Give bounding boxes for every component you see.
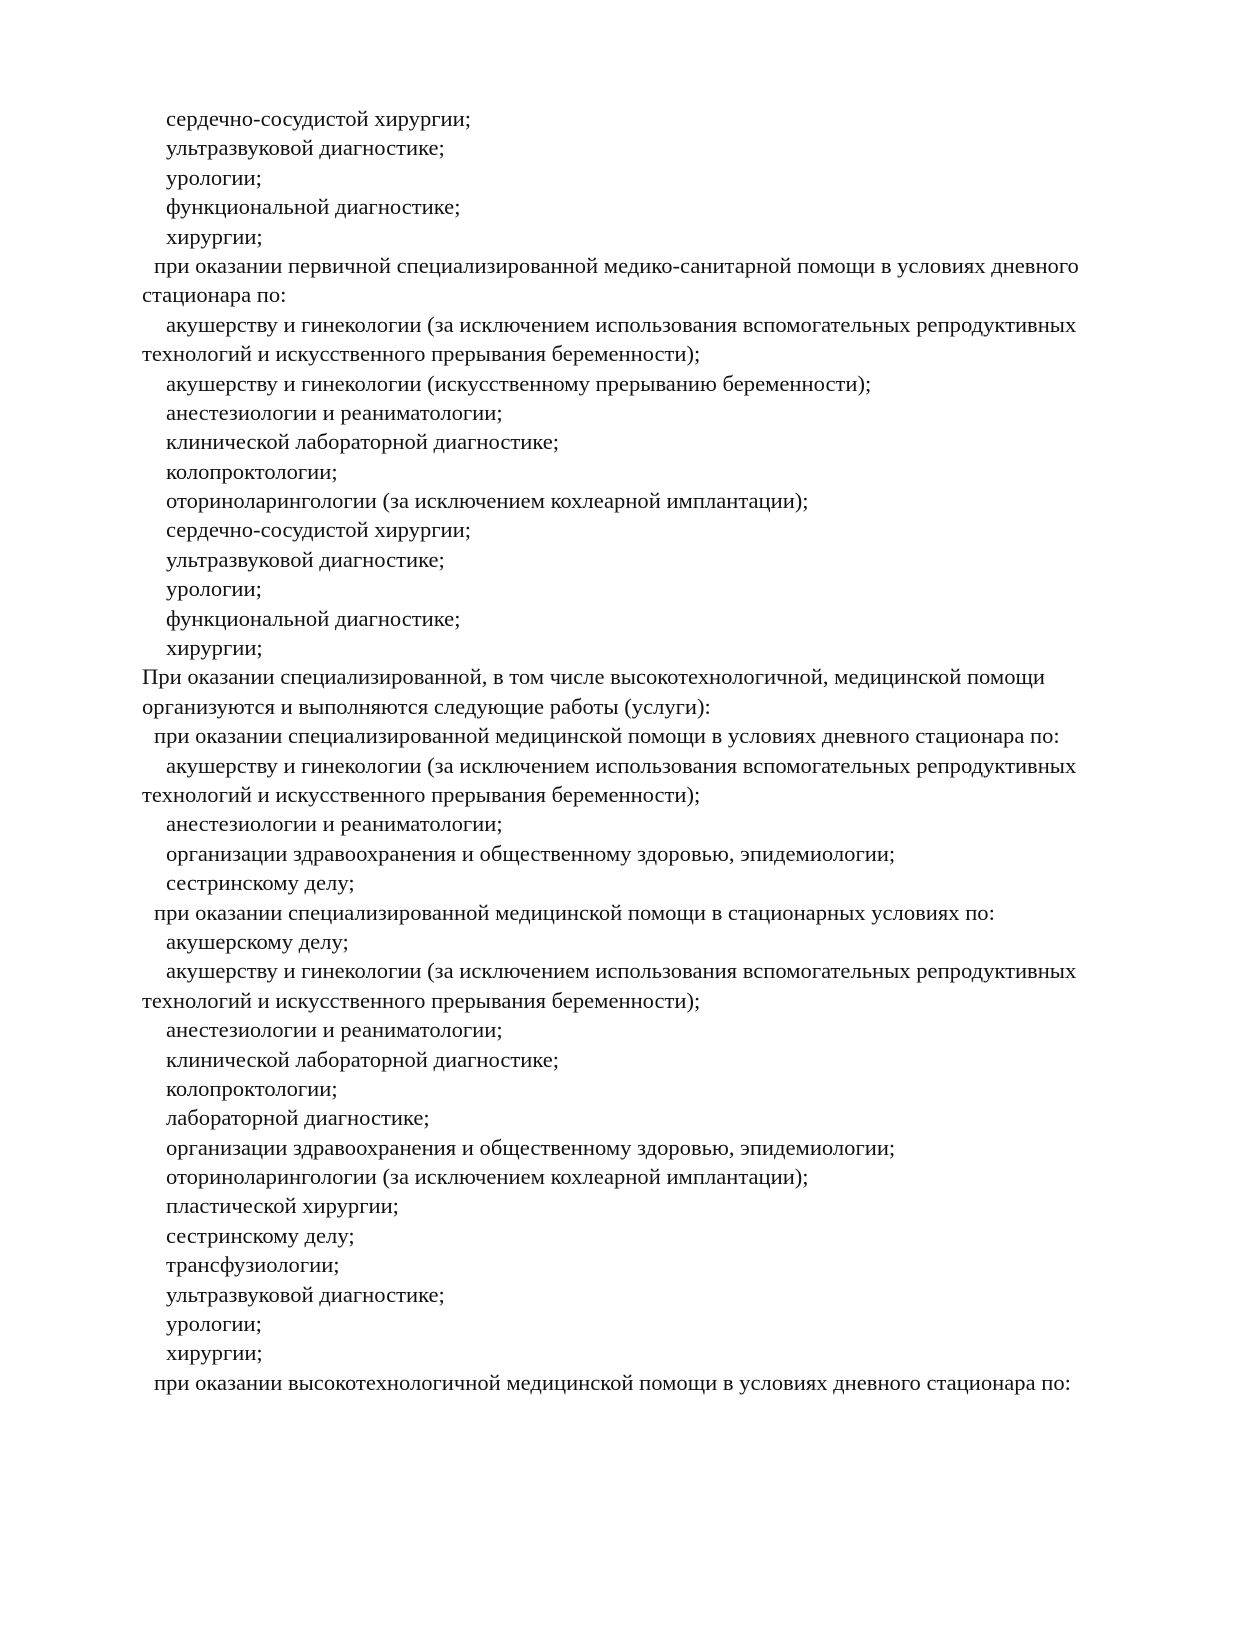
document-line: технологий и искусственного прерывания беременности); <box>142 987 701 1013</box>
document-line: при оказании специализированной медицинской помощи в условиях дневного стационара по: <box>154 723 1060 749</box>
document-line: лабораторной диагностике; <box>166 1105 430 1131</box>
document-line: клинической лабораторной диагностике; <box>166 429 560 455</box>
document-line: технологий и искусственного прерывания беременности); <box>142 341 701 367</box>
document-body <box>142 104 1152 1397</box>
document-line: при оказании первичной специализированной медико-санитарной помощи в условиях дневного <box>154 252 1079 278</box>
document-line: организации здравоохранения и общественному здоровью, эпидемиологии; <box>166 840 896 866</box>
document-line: акушерскому делу; <box>166 928 349 954</box>
document-line: акушерству и гинекологии (за исключением использования вспомогательных репродуктивных <box>166 311 1077 337</box>
document-line: организуются и выполняются следующие работы (услуги): <box>142 693 711 719</box>
document-line: сердечно-сосудистой хирургии; <box>166 517 471 543</box>
document-line: технологий и искусственного прерывания беременности); <box>142 781 701 807</box>
document-line: хирургии; <box>166 635 263 661</box>
document-line: ультразвуковой диагностике; <box>166 1281 445 1307</box>
document-line: колопроктологии; <box>166 1075 338 1101</box>
document-line: сестринскому делу; <box>166 1222 355 1248</box>
document-line: функциональной диагностике; <box>166 194 461 220</box>
document-line: пластической хирургии; <box>166 1193 399 1219</box>
document-line: функциональной диагностике; <box>166 605 461 631</box>
document-line: стационара по: <box>142 282 287 308</box>
document-line: при оказании специализированной медицинской помощи в стационарных условиях по: <box>154 899 995 925</box>
document-line: урологии; <box>166 1311 262 1337</box>
document-line: оториноларингологии (за исключением кохлеарной имплантации); <box>166 488 809 514</box>
document-line: организации здравоохранения и общественному здоровью, эпидемиологии; <box>166 1134 896 1160</box>
document-line: при оказании высокотехнологичной медицинской помощи в условиях дневного стационара по: <box>154 1369 1071 1395</box>
document-line: трансфузиологии; <box>166 1252 340 1278</box>
document-line: хирургии; <box>166 1340 263 1366</box>
document-line: сестринскому делу; <box>166 870 355 896</box>
document-line: акушерству и гинекологии (за исключением использования вспомогательных репродуктивных <box>166 958 1077 984</box>
document-line: анестезиологии и реаниматологии; <box>166 399 503 425</box>
document-line: сердечно-сосудистой хирургии; <box>166 106 471 131</box>
document-line: анестезиологии и реаниматологии; <box>166 1017 503 1043</box>
document-line: хирургии; <box>166 223 263 249</box>
document-line: ультразвуковой диагностике; <box>166 546 445 572</box>
document-line: урологии; <box>166 576 262 602</box>
document-line: анестезиологии и реаниматологии; <box>166 811 503 837</box>
document-line: колопроктологии; <box>166 458 338 484</box>
document-line: оториноларингологии (за исключением кохлеарной имплантации); <box>166 1164 809 1190</box>
document-line: клинической лабораторной диагностике; <box>166 1046 560 1072</box>
document-line: урологии; <box>166 164 262 190</box>
document-line: акушерству и гинекологии (за исключением использования вспомогательных репродуктивных <box>166 752 1077 778</box>
document-line: При оказании специализированной, в том числе высокотехнологичной, медицинской помощи <box>142 664 1046 690</box>
document-line: акушерству и гинекологии (искусственному прерыванию беременности); <box>166 370 872 396</box>
document-line: ультразвуковой диагностике; <box>166 135 445 161</box>
